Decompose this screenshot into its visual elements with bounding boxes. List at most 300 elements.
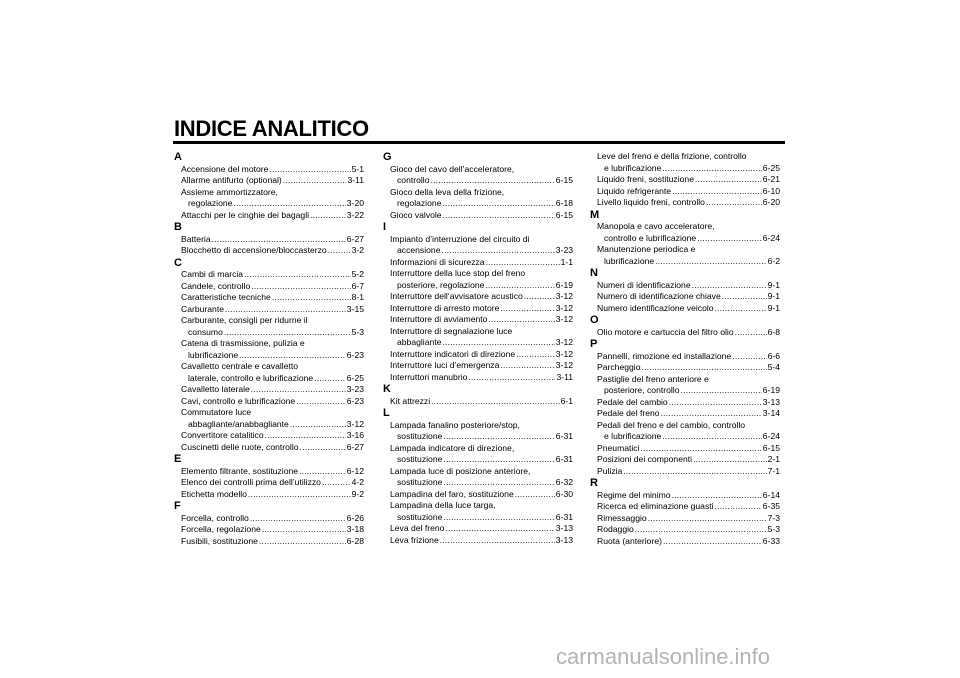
dot-leader	[722, 291, 767, 303]
entry-text: Convertitore catalitico	[181, 430, 264, 440]
index-entry	[174, 187, 364, 210]
dot-leader	[468, 372, 555, 384]
dot-leader	[697, 233, 762, 245]
page-number: 6-30	[555, 488, 573, 499]
page-number: 6-23	[346, 349, 364, 360]
page-number: 6-7	[351, 280, 364, 291]
index-entry	[383, 443, 573, 466]
index-entry	[590, 466, 780, 478]
entry-text: abbagliante	[397, 337, 442, 347]
dot-leader	[441, 245, 554, 257]
page-number: 6-23	[346, 395, 364, 406]
dot-leader	[440, 535, 555, 547]
entry-text: Cavalletto centrale e cavalletto	[181, 361, 299, 371]
index-entry	[590, 303, 780, 315]
entry-text: abbagliante/anabbagliante	[188, 418, 289, 429]
entry-text: Pedale del freno	[597, 408, 660, 418]
entry-text: Forcella, regolazione	[181, 524, 261, 534]
index-entry	[383, 535, 573, 547]
section-letter: B	[174, 221, 182, 233]
dot-leader	[680, 385, 761, 397]
page-number: 7-1	[767, 465, 780, 476]
dot-leader	[443, 431, 554, 443]
section-letter: F	[174, 500, 181, 512]
entry-text: Leva frizione	[390, 534, 439, 545]
dot-leader	[663, 536, 762, 548]
entry-text: Pedale del cambio	[597, 396, 668, 407]
section-letter: O	[590, 314, 599, 326]
dot-leader	[500, 360, 554, 372]
index-entry	[174, 466, 364, 478]
index-entry	[383, 466, 573, 489]
page-number: 3-12	[555, 360, 573, 370]
entry-text: Carburante	[181, 303, 224, 314]
entry-text: Gioco della leva della frizione,	[390, 186, 505, 197]
entry-text: accensione	[397, 245, 441, 255]
index-entry	[174, 489, 364, 501]
index-entry	[590, 186, 780, 198]
dot-leader	[693, 454, 767, 466]
index-entry	[174, 234, 364, 246]
page-number: 4-2	[351, 477, 364, 487]
page-number: 6-25	[346, 372, 364, 383]
index-entry	[383, 257, 573, 269]
entry-text: controllo	[397, 175, 430, 185]
section-letter: N	[590, 267, 598, 279]
entry-text: Lampadina del faro, sostituzione	[390, 488, 514, 499]
page-number: 6-33	[762, 535, 780, 546]
entry-text: Carburante, consigli per ridurne il	[181, 315, 308, 325]
dot-leader	[641, 443, 762, 455]
entry-text: Pneumatici	[597, 442, 640, 453]
page-number: 5-3	[351, 326, 364, 337]
page-number: 2-1	[767, 454, 780, 464]
entry-text: Lampada fanalino posteriore/stop,	[390, 419, 520, 430]
index-entry	[590, 327, 780, 339]
page-number: 3-13	[762, 396, 780, 407]
dot-leader	[715, 501, 762, 513]
dot-leader	[299, 466, 346, 478]
index-entry	[174, 269, 364, 281]
index-column-1	[174, 151, 364, 547]
page-number: 3-12	[555, 337, 573, 347]
dot-leader	[251, 281, 350, 293]
index-entry	[383, 268, 573, 291]
dot-leader	[715, 303, 767, 315]
page-number: 6-24	[762, 232, 780, 243]
index-entry	[174, 304, 364, 316]
page-number: 3-11	[347, 175, 364, 185]
section-letter: E	[174, 453, 182, 465]
section-letter: L	[383, 407, 390, 419]
dot-leader	[648, 513, 767, 525]
dot-leader	[322, 477, 351, 489]
section-letter: R	[590, 477, 598, 489]
index-entry	[174, 281, 364, 293]
page-number: 6-25	[762, 162, 780, 173]
page-title: INDICE ANALITICO	[174, 116, 369, 141]
entry-text: Cavalletto laterale	[181, 384, 250, 394]
dot-leader	[516, 349, 555, 361]
entry-text: Kit attrezzi	[390, 395, 431, 406]
dot-leader	[515, 489, 555, 501]
page-number: 3-22	[346, 209, 364, 220]
dot-leader	[443, 512, 554, 524]
dot-leader	[672, 490, 762, 502]
entry-text: Interruttore di segnalazione luce	[390, 325, 513, 336]
entry-text: Blocchetto di accensione/bloccasterzo	[181, 245, 327, 255]
page-number: 6-15	[555, 209, 573, 220]
entry-text: Catena di trasmissione, pulizia e	[181, 338, 305, 348]
entry-text: sostituzione	[397, 454, 443, 464]
entry-text: sostituzione	[397, 477, 443, 487]
page-number: 6-12	[346, 465, 364, 476]
section-letter: G	[383, 151, 392, 163]
page-number: 8-1	[351, 292, 364, 302]
dot-leader	[524, 291, 555, 303]
index-entry	[383, 489, 573, 501]
page-number: 3-14	[762, 408, 780, 418]
page-number: 6-27	[346, 441, 364, 452]
entry-text: Forcella, controllo	[181, 512, 249, 523]
index-entry	[174, 361, 364, 384]
index-entry	[174, 513, 364, 525]
index-entry	[383, 523, 573, 535]
entry-text: controllo e lubrificazione	[604, 232, 697, 243]
index-entry	[383, 372, 573, 384]
entry-text: Leve del freno e della frizione, controllo	[597, 151, 747, 161]
page-number: 3-16	[346, 430, 364, 440]
page-number: 6-2	[767, 255, 780, 266]
entry-text: posteriore, regolazione	[397, 279, 485, 290]
dot-leader	[672, 186, 762, 198]
page-number: 3-11	[556, 371, 573, 382]
index-entry	[590, 536, 780, 548]
dot-leader	[265, 430, 346, 442]
section-letter: A	[174, 151, 182, 163]
entry-text: Pedali del freno e del cambio, controllo	[597, 419, 746, 430]
dot-leader	[442, 337, 554, 349]
dot-leader	[224, 327, 351, 339]
index-entry	[174, 384, 364, 396]
index-entry	[174, 245, 364, 257]
index-entry	[174, 175, 364, 187]
entry-text: Commutatore luce	[181, 407, 252, 417]
dot-leader	[443, 477, 554, 489]
entry-text: Ricerca ed eliminazione guasti	[597, 501, 714, 511]
entry-text: lubrificazione	[188, 349, 239, 360]
entry-text: Elemento filtrante, sostituzione	[181, 465, 299, 476]
page-number: 6-1	[560, 395, 573, 406]
dot-leader	[488, 314, 554, 326]
entry-text: Regime del minimo	[597, 489, 671, 500]
entry-text: Fusibili, sostituzione	[181, 535, 258, 546]
entry-text: Interruttori manubrio	[390, 371, 468, 382]
entry-text: Pastiglie del freno anteriore e	[597, 373, 709, 384]
dot-leader	[443, 454, 554, 466]
entry-text: Elenco dei controlli prima dell’utilizzo	[181, 477, 321, 487]
page-number: 6-10	[762, 185, 780, 196]
entry-text: sostituzione	[397, 511, 443, 522]
index-entry	[174, 477, 364, 489]
index-entry	[174, 338, 364, 361]
entry-text: regolazione	[188, 198, 233, 208]
index-entry	[590, 501, 780, 513]
index-entry	[590, 244, 780, 267]
index-column-3	[590, 151, 780, 547]
index-entry	[383, 187, 573, 210]
section-letter: K	[383, 383, 391, 395]
section-letter: I	[383, 221, 387, 233]
dot-leader	[431, 396, 559, 408]
entry-text: Interruttore luci d’emergenza	[390, 360, 500, 370]
entry-text: Leva del freno	[390, 523, 445, 533]
index-entry	[383, 396, 573, 408]
index-entry	[174, 292, 364, 304]
page-number: 6-15	[555, 175, 573, 185]
page-number: 3-13	[555, 523, 573, 533]
dot-leader	[296, 396, 346, 408]
index-entry	[590, 151, 780, 174]
index-entry	[590, 280, 780, 292]
index-entry	[590, 221, 780, 244]
dot-leader	[251, 384, 346, 396]
dot-leader	[233, 198, 345, 210]
dot-leader	[695, 174, 762, 186]
page-number: 3-12	[555, 291, 573, 301]
index-column-2	[383, 151, 573, 546]
page-number: 9-1	[767, 302, 780, 313]
entry-text: Posizioni dei componenti	[597, 454, 693, 464]
dot-leader	[239, 350, 346, 362]
entry-text: Lampada luce di posizione anteriore,	[390, 465, 531, 476]
index-entry	[383, 210, 573, 222]
index-entry	[590, 351, 780, 363]
page-number: 5-3	[767, 524, 780, 534]
index-entry	[174, 536, 364, 548]
index-entry	[174, 524, 364, 536]
entry-text: Pulizia	[597, 465, 623, 476]
entry-text: Pannelli, rimozione ed installazione	[597, 350, 732, 361]
entry-text: Cuscinetti delle ruote, controllo	[181, 441, 299, 452]
index-entry	[590, 197, 780, 209]
index-entry	[174, 442, 364, 454]
entry-text: Interruttore di avviamento	[390, 314, 488, 324]
index-entry	[383, 500, 573, 523]
entry-text: Attacchi per le cinghie dei bagagli	[181, 209, 310, 220]
entry-text: laterale, controllo e lubrificazione	[188, 372, 314, 383]
watermark: carmanualsonline.info	[556, 644, 771, 669]
index-entry	[383, 291, 573, 303]
entry-text: Manutenzione periodica e	[597, 244, 696, 254]
dot-leader	[250, 513, 346, 525]
entry-text: Impianto d’interruzione del circuito di	[390, 233, 530, 244]
index-entry	[383, 349, 573, 361]
page-number: 6-31	[555, 454, 573, 464]
entry-text: Rodaggio	[597, 524, 634, 534]
entry-text: Etichetta modello	[181, 488, 247, 499]
page-number: 5-1	[351, 163, 364, 174]
dot-leader	[310, 210, 346, 222]
index-entry	[590, 420, 780, 443]
page-number: 3-12	[346, 418, 364, 429]
entry-text: Cambi di marcia	[181, 269, 244, 279]
entry-text: Manopola e cavo acceleratore,	[597, 221, 715, 231]
entry-text: Lampadina della luce targa,	[390, 500, 496, 510]
dot-leader	[269, 164, 350, 176]
index-entry	[590, 513, 780, 525]
entry-text: Batteria	[181, 233, 211, 244]
dot-leader	[486, 257, 560, 269]
entry-text: Caratteristiche tecniche	[181, 292, 271, 302]
entry-text: Interruttore di arresto motore	[390, 302, 500, 313]
page-number: 9-1	[767, 291, 780, 301]
entry-text: Rimessaggio	[597, 512, 647, 523]
page-number: 5-4	[767, 362, 780, 372]
entry-text: Interruttore della luce stop del freno	[390, 268, 526, 278]
dot-leader	[262, 524, 346, 536]
entry-text: posteriore, controllo	[604, 385, 680, 395]
page-number: 9-1	[767, 279, 780, 290]
dot-leader	[442, 198, 554, 210]
dot-leader	[314, 373, 346, 385]
section-letter: M	[590, 208, 600, 221]
dot-leader	[248, 489, 351, 501]
index-entry	[383, 234, 573, 257]
entry-text: Gioco valvole	[390, 209, 442, 220]
index-entry	[383, 360, 573, 372]
entry-text: Assieme ammortizzatore,	[181, 186, 278, 197]
entry-text: Candele, controllo	[181, 280, 251, 291]
dot-leader	[443, 210, 555, 222]
section-letter: P	[590, 338, 598, 350]
title-rule	[173, 141, 785, 144]
index-entry	[383, 326, 573, 349]
page-number: 6-31	[555, 431, 573, 441]
entry-text: Ruota (anteriore)	[597, 535, 662, 546]
index-entry	[590, 291, 780, 303]
page-number: 5-2	[351, 269, 364, 279]
page-number: 6-31	[555, 511, 573, 522]
page-number: 6-28	[346, 535, 364, 546]
index-entry	[383, 314, 573, 326]
entry-text: Livello liquido freni, controllo	[597, 197, 705, 207]
page-number: 6-35	[762, 501, 780, 511]
entry-text: Interruttore indicatori di direzione	[390, 348, 516, 359]
entry-text: sostituzione	[397, 431, 443, 441]
dot-leader	[635, 524, 767, 536]
dot-leader	[662, 163, 761, 175]
page-number: 6-19	[555, 279, 573, 290]
dot-leader	[328, 245, 351, 257]
dot-leader	[661, 408, 762, 420]
page-number: 6-19	[762, 385, 780, 395]
page-number: 6-32	[555, 477, 573, 487]
page-number: 3-12	[555, 302, 573, 313]
dot-leader	[623, 466, 766, 478]
dot-leader	[500, 303, 554, 315]
index-entry	[174, 164, 364, 176]
index-entry	[590, 397, 780, 409]
page-number: 3-23	[555, 245, 573, 255]
entry-text: regolazione	[397, 198, 442, 208]
page-number: 3-18	[346, 524, 364, 534]
dot-leader	[430, 175, 554, 187]
entry-text: Olio motore e cartuccia del filtro olio	[597, 326, 734, 337]
index-entry	[590, 443, 780, 455]
page-number: 3-2	[351, 245, 364, 255]
page-number: 3-13	[555, 534, 573, 545]
dot-leader	[212, 234, 346, 246]
index-entry	[590, 174, 780, 186]
dot-leader	[300, 442, 346, 454]
page-number: 3-12	[555, 348, 573, 359]
page-number: 6-26	[346, 512, 364, 523]
index-entry	[590, 374, 780, 397]
index-entry	[590, 524, 780, 536]
section-letter: C	[174, 256, 182, 269]
page-number: 6-21	[762, 174, 780, 184]
index-entry	[383, 303, 573, 315]
dot-leader	[225, 304, 346, 316]
page-number: 6-8	[767, 326, 780, 337]
entry-text: lubrificazione	[604, 255, 655, 266]
dot-leader	[735, 327, 767, 339]
index-entry	[174, 210, 364, 222]
page-number: 6-14	[762, 489, 780, 500]
index-entry	[174, 396, 364, 408]
index-entry	[174, 407, 364, 430]
page-number: 6-27	[346, 233, 364, 244]
index-entry	[383, 164, 573, 187]
entry-text: Liquido freni, sostituzione	[597, 174, 694, 184]
dot-leader	[692, 280, 767, 292]
entry-text: Parcheggio	[597, 362, 641, 372]
dot-leader	[669, 397, 762, 409]
entry-text: Accensione del motore	[181, 163, 269, 174]
dot-leader	[706, 197, 762, 209]
dot-leader	[272, 292, 351, 304]
index-entry	[590, 454, 780, 466]
index-entry	[383, 420, 573, 443]
entry-text: consumo	[188, 326, 223, 337]
dot-leader	[655, 256, 766, 268]
page-number: 7-3	[767, 512, 780, 523]
dot-leader	[290, 419, 346, 431]
entry-text: Cavi, controllo e lubrificazione	[181, 395, 296, 406]
page-number: 6-6	[767, 350, 780, 361]
index-entry	[174, 430, 364, 442]
index-entry	[174, 315, 364, 338]
entry-text: e lubrificazione	[604, 431, 662, 441]
page-number: 6-15	[762, 442, 780, 453]
entry-text: Numero identificazione veicolo	[597, 302, 714, 313]
entry-text: e lubrificazione	[604, 162, 662, 173]
dot-leader	[732, 351, 766, 363]
page-number: 1-1	[560, 256, 573, 267]
dot-leader	[259, 536, 346, 548]
entry-text: Numero di identificazione chiave	[597, 291, 721, 301]
entry-text: Lampada indicatore di direzione,	[390, 442, 515, 453]
index-entry	[590, 408, 780, 420]
dot-leader	[641, 362, 766, 374]
page-number: 9-2	[351, 488, 364, 499]
page-number: 3-23	[346, 384, 364, 394]
index-entry	[590, 362, 780, 374]
entry-text: Numeri di identificazione	[597, 279, 691, 290]
entry-text: Informazioni di sicurezza	[390, 256, 485, 267]
dot-leader	[244, 269, 350, 281]
